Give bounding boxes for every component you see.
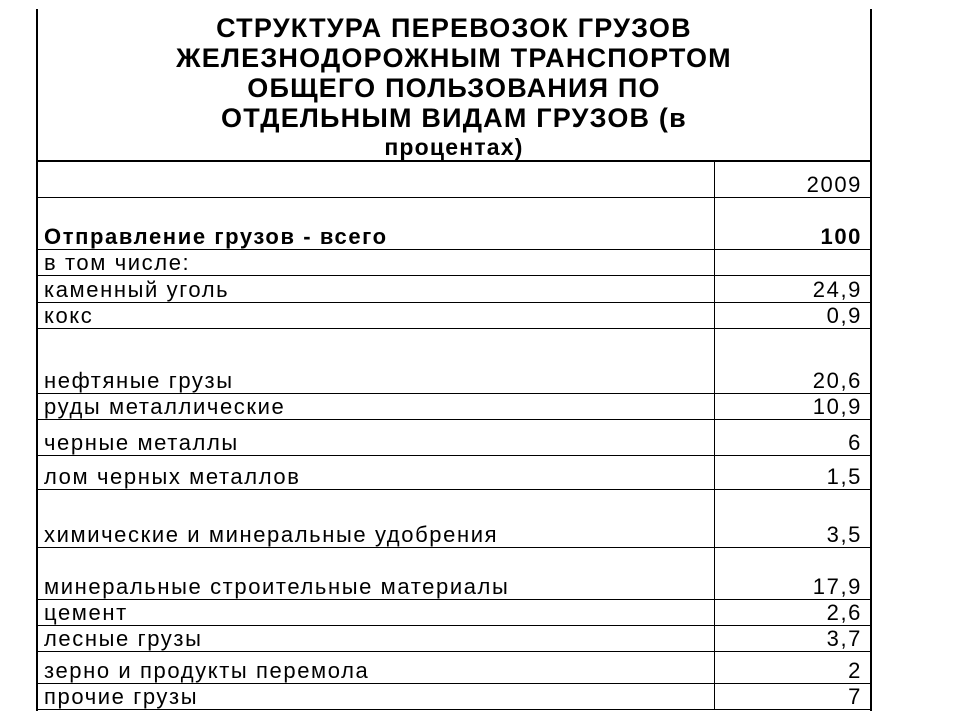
row-value: 1,5 xyxy=(715,456,871,490)
row-value: 6 xyxy=(715,420,871,456)
table-row xyxy=(38,684,870,710)
table-title xyxy=(38,9,870,161)
title-line: СТРУКТУРА ПЕРЕВОЗОК ГРУЗОВ xyxy=(216,13,692,43)
table-row xyxy=(38,394,870,420)
row-label: Отправление грузов - всего xyxy=(38,198,715,250)
row-value: 7 xyxy=(715,684,871,710)
row-label: прочие грузы xyxy=(38,684,715,710)
row-label: зерно и продукты перемола xyxy=(38,652,715,684)
title-line: процентах) xyxy=(384,134,524,160)
table-row xyxy=(38,626,870,652)
table-row xyxy=(38,329,870,394)
title-line: ОБЩЕГО ПОЛЬЗОВАНИЯ ПО xyxy=(247,73,661,103)
row-value: 24,9 xyxy=(715,276,871,303)
row-label: лом черных металлов xyxy=(38,456,715,490)
header-row xyxy=(38,162,870,198)
row-label: химические и минеральные удобрения xyxy=(38,490,715,548)
row-value: 100 xyxy=(715,198,871,250)
row-value: 2,6 xyxy=(715,600,871,626)
row-value: 17,9 xyxy=(715,548,871,600)
row-value: 20,6 xyxy=(715,329,871,394)
table-row xyxy=(38,548,870,600)
table-row xyxy=(38,420,870,456)
row-label: черные металлы xyxy=(38,420,715,456)
row-value: 3,5 xyxy=(715,490,871,548)
freight-structure-sheet xyxy=(36,9,872,711)
row-label: в том числе: xyxy=(38,250,715,276)
table-row xyxy=(38,250,870,276)
year-header: 2009 xyxy=(715,162,871,198)
row-label: лесные грузы xyxy=(38,626,715,652)
row-label: цемент xyxy=(38,600,715,626)
table-row-total xyxy=(38,198,870,250)
row-value: 3,7 xyxy=(715,626,871,652)
row-label: минеральные строительные материалы xyxy=(38,548,715,600)
row-label: руды металлические xyxy=(38,394,715,420)
freight-table xyxy=(38,161,870,710)
table-row xyxy=(38,303,870,329)
row-label: нефтяные грузы xyxy=(38,329,715,394)
title-line: ОТДЕЛЬНЫМ ВИДАМ ГРУЗОВ (в xyxy=(221,103,687,133)
header-label-cell xyxy=(38,162,715,198)
row-label: кокс xyxy=(38,303,715,329)
row-value: 0,9 xyxy=(715,303,871,329)
title-line: ЖЕЛЕЗНОДОРОЖНЫМ ТРАНСПОРТОМ xyxy=(176,43,732,73)
table-row xyxy=(38,652,870,684)
table-row xyxy=(38,490,870,548)
row-label: каменный уголь xyxy=(38,276,715,303)
table-row xyxy=(38,456,870,490)
row-value xyxy=(715,250,871,276)
table-row xyxy=(38,600,870,626)
row-value: 10,9 xyxy=(715,394,871,420)
table-row xyxy=(38,276,870,303)
row-value: 2 xyxy=(715,652,871,684)
